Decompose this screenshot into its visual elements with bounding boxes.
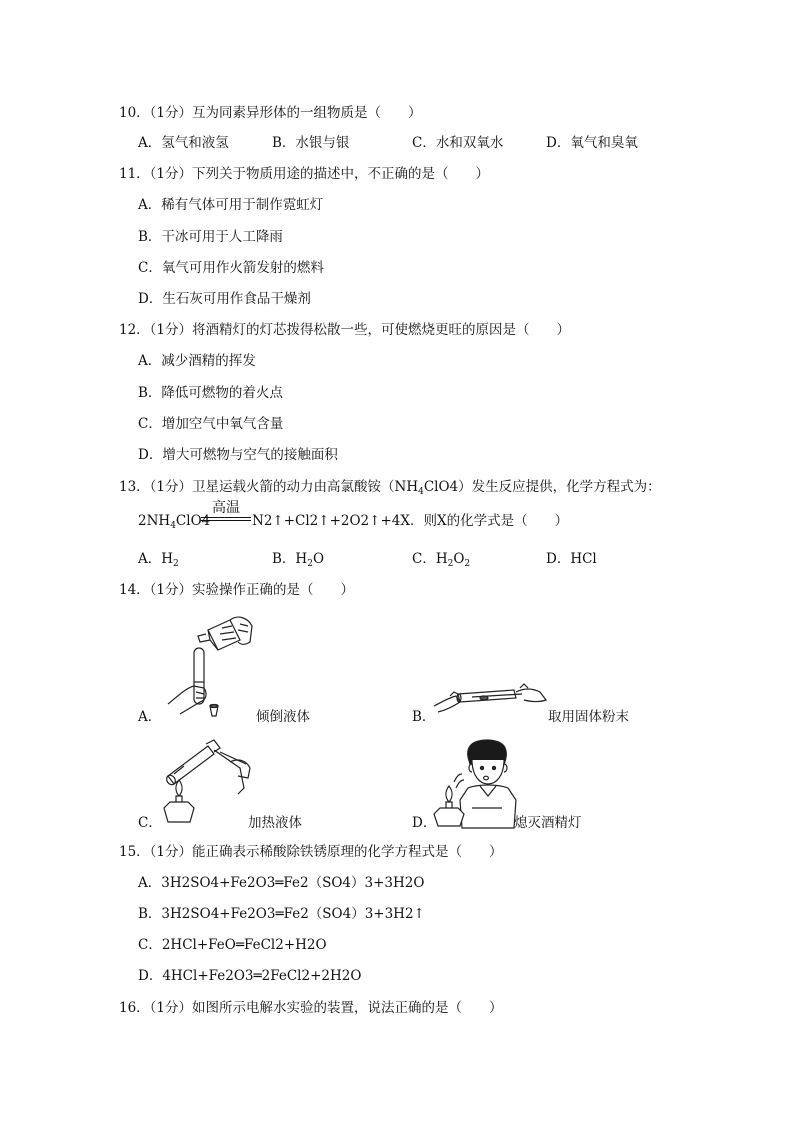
q15-option-c: C．2HCl+FeO═FeCl2+H2O [138, 937, 327, 953]
q14-option-b-caption: 取用固体粉末 [548, 709, 629, 725]
q13-equation-right: N2↑+Cl2↑+2O2↑+4X．则X的化学式是（ ） [252, 513, 569, 529]
q11-option-c: C．氧气可用作火箭发射的燃料 [138, 260, 324, 276]
q11-option-d: D．生石灰可用作食品干燥剂 [138, 291, 311, 307]
figure-heating-liquid [160, 738, 255, 828]
q14-option-b-letter: B． [412, 709, 436, 725]
q13-option-b: B．$H_2O$ [272, 551, 325, 569]
q15-stem: 15．（1分）能正确表示稀酸除铁锈原理的化学方程式是（ ） [119, 844, 503, 860]
q13-option-d: D．HCl [546, 551, 597, 567]
q16-stem: 16．（1分）如图所示电解水实验的装置，说法正确的是（ ） [119, 1000, 503, 1016]
q14-option-a-caption: 倾倒液体 [256, 709, 310, 725]
figure-pouring-liquid [160, 612, 255, 722]
q13-reaction-condition: 高温 [201, 500, 251, 521]
q14-option-c-caption: 加热液体 [248, 815, 302, 831]
q12-option-c: C．增加空气中氧气含量 [138, 416, 284, 432]
q12-option-b: B．降低可燃物的着火点 [138, 385, 283, 401]
q12-option-d: D．增大可燃物与空气的接触面积 [138, 447, 338, 463]
q14-option-a-letter: A． [138, 709, 162, 725]
q10-option-c: C．水和双氧水 [412, 135, 504, 151]
q10-option-a: A．氢气和液氢 [138, 135, 229, 151]
q13-equation: $2NH_4ClO4$ [138, 513, 211, 531]
figure-taking-powder [432, 680, 550, 716]
q15-option-d: D．4HCl+Fe2O3═2FeCl2+2H2O [138, 968, 362, 984]
q10-option-b: B．水银与银 [272, 135, 350, 151]
q14-stem: 14．（1分）实验操作正确的是（ ） [119, 582, 355, 598]
q13-option-c: C．$H_2O_2$ [412, 551, 471, 569]
q14-option-d-caption: 熄灭酒精灯 [514, 815, 582, 831]
q15-option-a: A．3H2SO4+Fe2O3═Fe2（SO4）3+3H2O [138, 875, 425, 891]
q11-option-b: B．干冰可用于人工降雨 [138, 229, 283, 245]
q10-option-d: D．氧气和臭氧 [546, 135, 638, 151]
q15-option-b: B．3H2SO4+Fe2O3═Fe2（SO4）3+3H2↑ [138, 906, 425, 922]
q13-stem: 13．（1分）卫星运载火箭的动力由高氯酸铵$(NH_4ClO4)$发生反应提供，化学方程式为： [119, 479, 661, 497]
q11-stem: 11．（1分）下列关于物质用途的描述中，不正确的是（ ） [119, 166, 490, 182]
q11-option-a: A．稀有气体可用于制作霓虹灯 [138, 197, 324, 213]
q12-option-a: A．减少酒精的挥发 [138, 353, 256, 369]
figure-extinguish-lamp [432, 738, 527, 830]
q14-option-c-letter: C． [138, 815, 162, 831]
q13-option-a: A．$H_2$ [138, 551, 179, 569]
q10-stem: 10．（1分）互为同素异形体的一组物质是（ ） [119, 105, 422, 121]
q12-stem: 12．（1分）将酒精灯的灯芯拨得松散一些，可使燃烧更旺的原因是（ ） [119, 322, 571, 338]
q14-option-d-letter: D． [412, 815, 437, 831]
